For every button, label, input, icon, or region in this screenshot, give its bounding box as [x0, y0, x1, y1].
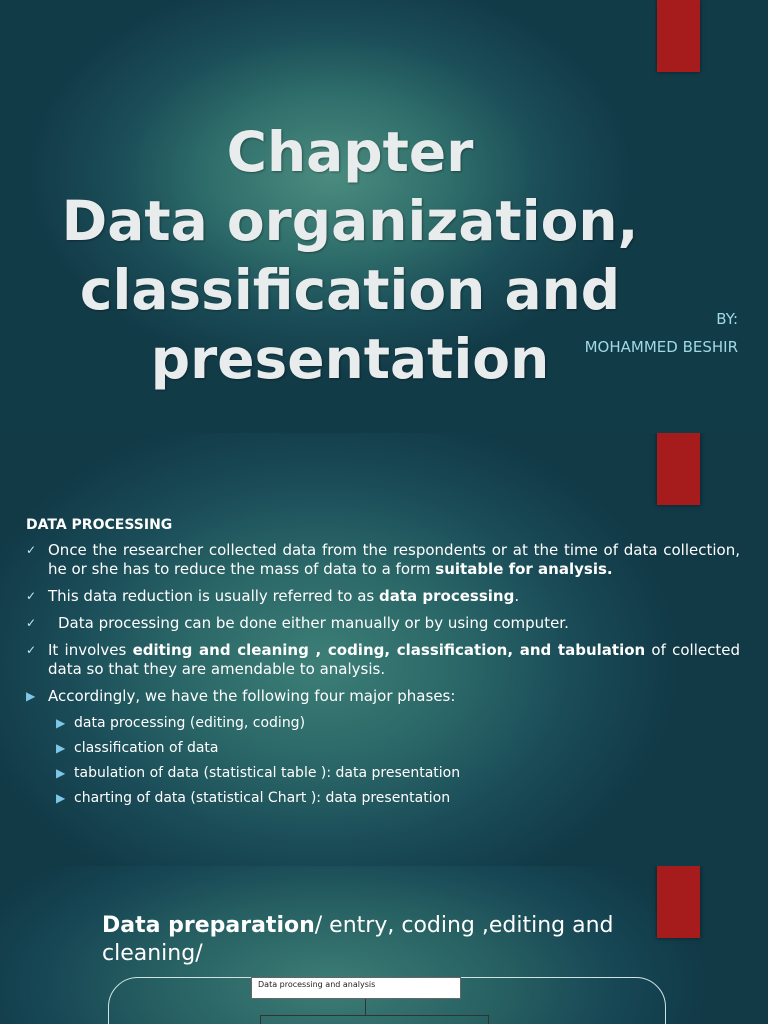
bullet-text: of collected data so that they are amendable to analysis. — [48, 641, 740, 678]
list-item — [26, 541, 740, 579]
sub-list-item — [26, 789, 740, 808]
author-name: MOHAMMED BESHIR — [584, 338, 738, 356]
triangle-bullet-icon: ▶ — [56, 741, 66, 755]
sub-item-text: data processing (editing, coding) — [74, 715, 306, 731]
checkmark-icon: ✓ — [26, 589, 37, 603]
checkmark-icon: ✓ — [26, 616, 37, 630]
red-accent-bar — [657, 0, 700, 72]
chapter-title — [60, 118, 640, 394]
list-item — [26, 687, 740, 706]
data-preparation-slide — [0, 866, 768, 1024]
flowchart-connector — [260, 1015, 261, 1024]
sub-item-text: tabulation of data (statistical table ): data presentation — [74, 765, 461, 781]
sub-list-item — [26, 764, 740, 783]
sub-list-item — [26, 739, 740, 758]
list-item — [26, 641, 740, 679]
bullet-text: This data reduction is usually referred to as — [48, 587, 380, 605]
by-label: BY: — [716, 310, 738, 328]
title-line: Data organization, — [61, 189, 639, 253]
byline — [585, 305, 738, 361]
sub-item-text: classification of data — [74, 740, 219, 756]
bullet-text-bold: suitable for analysis. — [435, 560, 613, 578]
slide-heading — [102, 912, 662, 968]
sub-list-item — [26, 714, 740, 733]
red-accent-bar — [657, 433, 700, 505]
title-line: classification and — [79, 258, 621, 322]
bullet-text: Data processing can be done either manually or by using computer. — [58, 614, 569, 632]
red-accent-bar — [657, 866, 700, 938]
bullet-list — [26, 541, 740, 814]
bullet-text: . — [514, 587, 520, 605]
bullet-text-bold: data processing — [379, 587, 515, 605]
flowchart-box: Data processing and analysis — [251, 977, 461, 999]
bullet-text: Accordingly, we have the following four major phases: — [48, 687, 456, 705]
title-line: presentation — [150, 327, 550, 391]
list-item — [26, 587, 740, 606]
slide-heading: DATA PROCESSING — [26, 517, 173, 533]
triangle-bullet-icon: ▶ — [56, 716, 66, 730]
flowchart-connector — [365, 999, 366, 1015]
data-processing-slide — [0, 433, 768, 866]
bullet-text: Once the researcher collected data from the respondents or at the time of data collection, he or she has to reduce the mass of data to a form — [48, 541, 740, 578]
list-item — [26, 614, 740, 633]
sub-item-text: charting of data (statistical Chart ): data presentation — [74, 790, 451, 806]
bullet-text: It involves — [48, 641, 133, 659]
title-line: Chapter — [226, 120, 474, 184]
heading-bold: Data preparation — [102, 913, 315, 938]
heading-rest: / entry, coding ,editing and cleaning/ — [102, 913, 614, 966]
triangle-bullet-icon: ▶ — [56, 766, 66, 780]
triangle-bullet-icon: ▶ — [26, 689, 36, 703]
flowchart-connector — [488, 1015, 489, 1024]
bullet-text-bold: editing and cleaning , coding, classification, and tabulation — [132, 641, 646, 659]
flowchart-connector — [260, 1015, 488, 1016]
triangle-bullet-icon: ▶ — [56, 791, 66, 805]
checkmark-icon: ✓ — [26, 543, 37, 557]
checkmark-icon: ✓ — [26, 643, 37, 657]
title-slide — [0, 0, 768, 433]
